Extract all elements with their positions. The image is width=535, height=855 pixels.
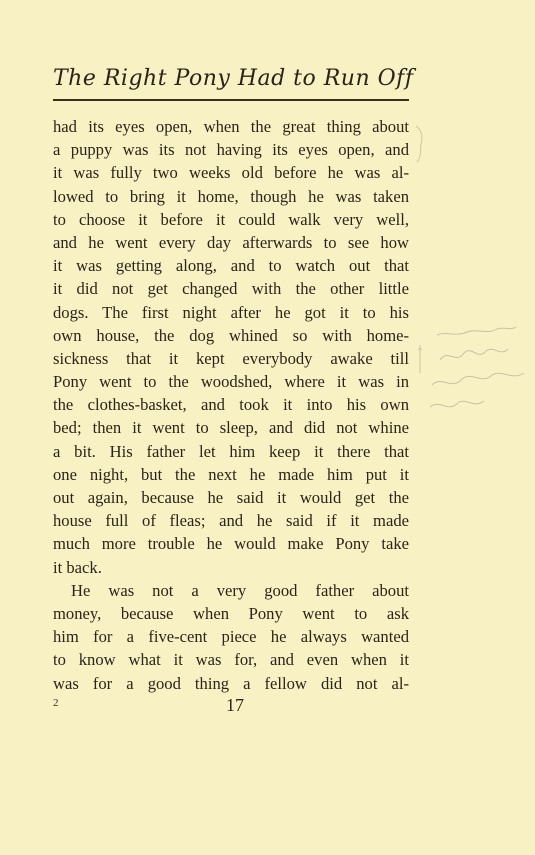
text-line: it was getting along, and to watch out that bbox=[53, 256, 409, 276]
text-line: dogs. The first night after he got it to his bbox=[53, 302, 409, 322]
text-line: had its eyes open, when the great thing about bbox=[53, 117, 409, 136]
text-line: it was fully two weeks old before he was al- bbox=[53, 163, 409, 183]
text-line: sickness that it kept everybody awake till bbox=[53, 348, 409, 368]
text-line: He was not a very good father about bbox=[71, 580, 409, 600]
text-line: it did not get changed with the other little bbox=[53, 279, 409, 299]
text-line: house full of fleas; and he said if it made bbox=[53, 511, 409, 531]
text-line: was for a good thing a fellow did not al- bbox=[53, 673, 409, 693]
body-text bbox=[53, 115, 409, 695]
page-number: 17 bbox=[226, 695, 244, 715]
faint-handwritten-margin-note bbox=[412, 315, 532, 425]
text-line: it back. bbox=[53, 557, 102, 577]
text-line: much more trouble he would make Pony take bbox=[53, 534, 409, 554]
text-line: money, because when Pony went to ask bbox=[53, 603, 409, 623]
text-line: bed; then it went to sleep, and did not whine bbox=[53, 418, 409, 438]
text-line: him for a five-cent piece he always wanted bbox=[53, 627, 409, 647]
text-line: a bit. His father let him keep it there that bbox=[53, 441, 409, 461]
text-line: own house, the dog whined so with home- bbox=[53, 325, 409, 345]
signature-mark: 2 bbox=[53, 697, 59, 709]
text-line: the clothes-basket, and took it into his own bbox=[53, 395, 409, 415]
text-line: lowed to bring it home, though he was taken bbox=[53, 186, 409, 206]
text-line: one night, but the next he made him put it bbox=[53, 464, 409, 484]
pencil-bracket-mark bbox=[414, 124, 428, 164]
running-head: The Right Pony Had to Run Off bbox=[53, 66, 414, 91]
text-line: out again, because he said it would get the bbox=[53, 488, 409, 507]
text-line: a puppy was its not having its eyes open, and bbox=[53, 140, 409, 160]
header-rule bbox=[53, 99, 409, 101]
text-line: to choose it before it could walk very well, bbox=[53, 209, 409, 229]
text-line: to know what it was for, and even when it bbox=[53, 650, 409, 670]
text-line: and he went every day afterwards to see how bbox=[53, 232, 409, 252]
text-line: Pony went to the woodshed, where it was in bbox=[53, 372, 409, 392]
